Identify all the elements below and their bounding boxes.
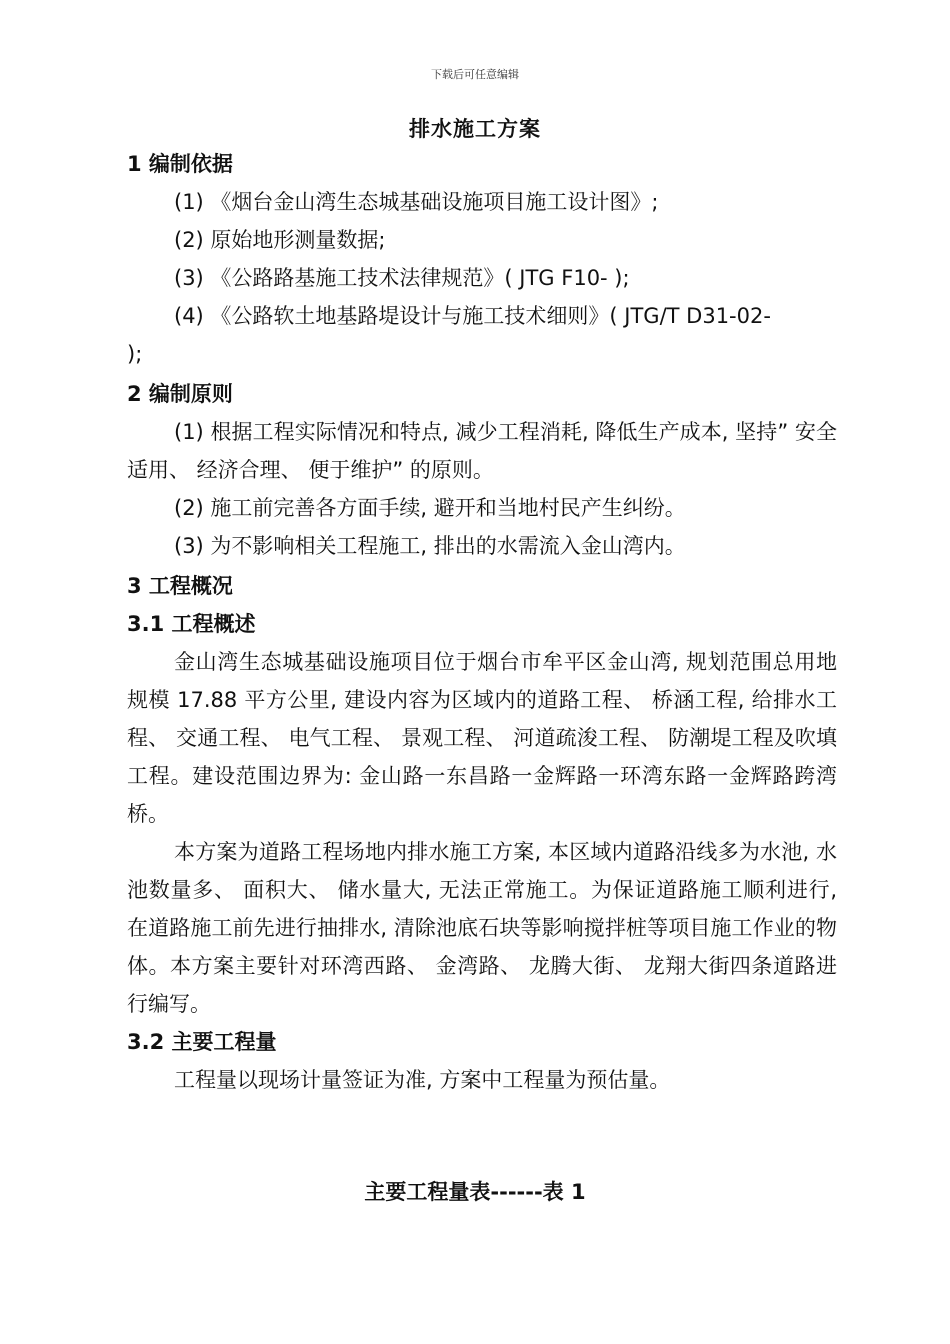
quantity-paragraph: 工程量以现场计量签证为准, 方案中工程量为预估量。: [174, 1068, 671, 1092]
section-2: [127, 375, 837, 565]
principle-item-1: (1) 根据工程实际情况和特点, 减少工程消耗, 降低生产成本, 坚持” 安全适用、 经济合理、 便于维护” 的原则。: [127, 420, 837, 482]
section-2-heading: 2 编制原则: [127, 382, 233, 406]
reference-item-2: (2) 原始地形测量数据;: [174, 228, 386, 252]
table-title: 主要工程量表------表 1: [364, 1180, 586, 1204]
reference-item-4: (4) 《公路软土地基路堤设计与施工技术细则》( JTG/T D31-02-: [174, 304, 771, 328]
principle-item-3: (3) 为不影响相关工程施工, 排出的水需流入金山湾内。: [174, 534, 686, 558]
section-1: [127, 145, 837, 373]
overview-paragraph-1: 金山湾生态城基础设施项目位于烟台市牟平区金山湾, 规划范围总用地规模 17.88 平方公里, 建设内容为区域内的道路工程、 桥涵工程, 给排水工程、 交通工程、 电气工程、 景观工程、 河道疏浚工程、 防潮堤工程及吹填工程。建设范围边界为: 金山路一东昌路一金辉路一环湾东路一金辉路跨湾桥。: [127, 650, 837, 826]
section-3-heading: 3 工程概况: [127, 574, 233, 598]
reference-item-4-continued: );: [127, 342, 143, 366]
document-title: 排水施工方案: [409, 117, 541, 141]
section-3-1-heading: 3.1 工程概述: [127, 612, 256, 636]
reference-item-3: (3) 《公路路基施工技术法律规范》( JTG F10- );: [174, 266, 630, 290]
section-1-heading: 1 编制依据: [127, 152, 233, 176]
principle-item-2: (2) 施工前完善各方面手续, 避开和当地村民产生纠纷。: [174, 496, 686, 520]
reference-item-1: (1) 《烟台金山湾生态城基础设施项目施工设计图》;: [174, 190, 659, 214]
header-note: 下载后可任意编辑: [431, 68, 519, 81]
section-3: [127, 567, 837, 1099]
overview-paragraph-2: 本方案为道路工程场地内排水施工方案, 本区域内道路沿线多为水池, 水池数量多、 面积大、 储水量大, 无法正常施工。为保证道路施工顺利进行, 在道路施工前先进行抽排水, 清除池底石块等影响搅拌桩等项目施工作业的物体。本方案主要针对环湾西路、 金湾路、 龙腾大街、 龙翔大街四条道路进行编写。: [127, 840, 837, 1016]
section-3-2-heading: 3.2 主要工程量: [127, 1030, 277, 1054]
